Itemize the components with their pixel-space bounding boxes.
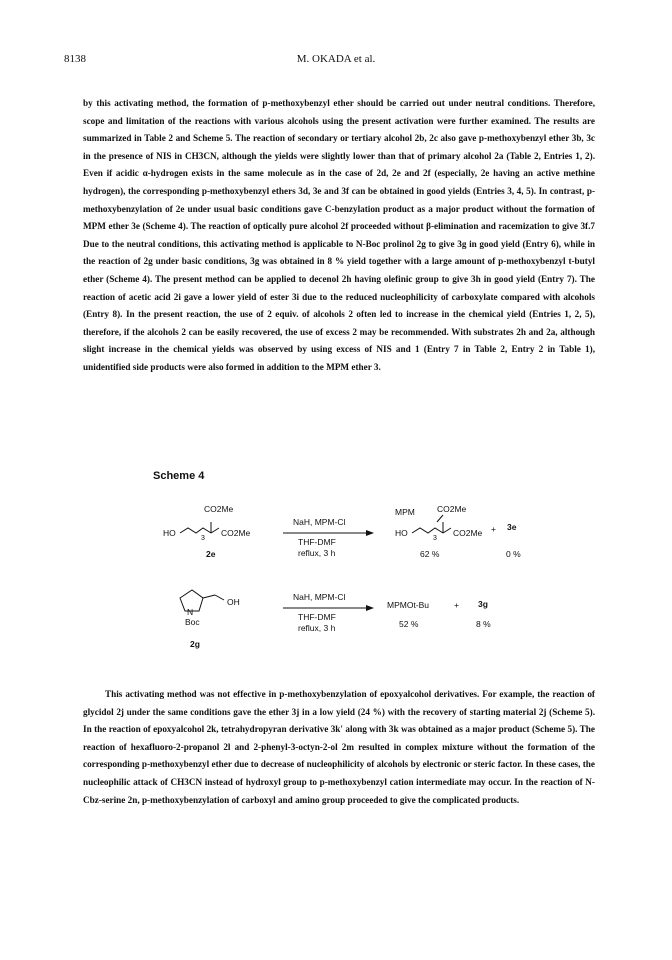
compound-label-3e: 3e: [507, 522, 517, 532]
compound-label-2e: 2e: [206, 549, 216, 559]
reagent-row2-below-1: THF-DMF: [298, 612, 336, 622]
reagent-row2-above: NaH, MPM-Cl: [293, 592, 346, 602]
reagent-row1-below-1: THF-DMF: [298, 537, 336, 547]
arrow-head-1: [366, 530, 374, 536]
reagent-row1-below-2: reflux, 3 h: [298, 548, 336, 558]
compound-label-3g: 3g: [478, 599, 488, 609]
product-right-ester: CO2Me: [453, 528, 483, 538]
sm-2e-right-ester: CO2Me: [221, 528, 251, 538]
sm-2g-n: N: [187, 607, 194, 617]
yield-row1-3e: 0 %: [506, 549, 521, 559]
product-subscript: 3: [433, 535, 437, 542]
reagent-row2-below-2: reflux, 3 h: [298, 623, 336, 633]
yield-row2-3g: 8 %: [476, 619, 491, 629]
product-ho: HO: [395, 528, 408, 538]
sm-2g-oh: OH: [227, 597, 240, 607]
page-number: 8138: [64, 53, 86, 65]
yield-row2-mpmotbu: 52 %: [399, 619, 419, 629]
product-mpmotbu: MPMOt-Bu: [387, 600, 430, 610]
plus-row1: +: [491, 524, 496, 534]
plus-row2: +: [454, 600, 459, 610]
body-paragraph-2: This activating method was not effective in p-methoxybenzylation of epoxyalcohol derivatives. For example, the reaction of glycidol 2j under the same conditions gave the ether 3j in a low yield (24 %) with the recovery of starting material 2j (Scheme 5). In the reaction of epoxyalcohol 2k, tetrahydropyran derivative 3k' along with 3k was obtained as a major product (Scheme 5). The reaction of hexafluoro-2-propanol 2l and 2-phenyl-3-octyn-2-ol 2m resulted in complex mixture without the formation of the corresponding p-methoxybenzyl ether due to decrease of nucleophilicity of alcohols by electronic or steric factor. In these cases, the nucleophilic attack of CH3CN instead of hydroxyl group to p-methoxybenzyl cation intermediate may occur. In the reaction of N-Cbz-serine 2n, p-methoxybenzylation of carboxyl and amino group proceeded to give the complicated products.: [83, 689, 595, 805]
product-mpm: MPM: [395, 507, 415, 517]
scheme-title: Scheme 4: [153, 470, 205, 482]
sm-2e-top-ester: CO2Me: [204, 504, 234, 514]
compound-label-2g: 2g: [190, 639, 200, 649]
body-paragraph-1: by this activating method, the formation of p-methoxybenzyl ether should be carried out under neutral conditions. Therefore, scope and limitation of the reactions with various alcohols using the present activation were further examined. The results are summarized in Table 2 and Scheme 5. The reaction of secondary or tertiary alcohol 2b, 2c also gave p-methoxybenzyl ether 3b, 3c in the presence of NIS in CH3CN, although the yields were slightly lower than that of primary alcohol 2a (Table 2, Entries 1, 2). Even if acidic α-hydrogen exists in the same molecule as in the case of 2d, 2e and 2f (especially, 2e having an active methine hydrogen), the corresponding p-methoxybenzyl ethers 3d, 3e and 3f can be obtained in good yields (Entries 3, 4, 5). In contrast, p-methoxybenzylation of 2e under usual basic conditions gave C-benzylation product as a major product without the formation of MPM ether 3e (Scheme 4). The reaction of optically pure alcohol 2f proceeded without β-elimination and racemization to give 3f.7 Due to the neutral conditions, this activating method is applicable to N-Boc prolinol 2g to give 3g in good yield (Entry 6), while in the reaction of 2g under basic conditions, 3g was obtained in 8 % yield together with a large amount of p-methoxybenzyl t-butyl ether (Scheme 4). The present method can be applied to decenol 2h having olefinic group to give 3h in good yield (Entry 7). The reaction of acetic acid 2i gave a lower yield of ester 3i due to the reduced nucleophilicity of carboxylate compared with alcohols (Entry 8). In the present reaction, the use of 2 equiv. of alcohols 2 often led to increase in the chemical yield (Entries 1, 2, 5), therefore, if the alcohols 2 can be easily recovered, the use of excess 2 may be recommended. With substrates 2h and 2a, although slight increase in the chemical yields was observed by using excess of NIS and 1 (Entry 7 in Table 2, Entry 2 in Table 1), unidentified side products were also formed in addition to the MPM ether 3.: [83, 98, 595, 372]
sm-2e-subscript: 3: [201, 535, 205, 542]
running-title: M. OKADA et al.: [296, 53, 376, 65]
sm-2g-boc: Boc: [185, 617, 200, 627]
sm-2e-ho: HO: [163, 528, 176, 538]
product-top-ester: CO2Me: [437, 504, 467, 514]
arrow-head-2: [366, 605, 374, 611]
yield-row1-product: 62 %: [420, 549, 440, 559]
reagent-row1-above: NaH, MPM-Cl: [293, 517, 346, 527]
